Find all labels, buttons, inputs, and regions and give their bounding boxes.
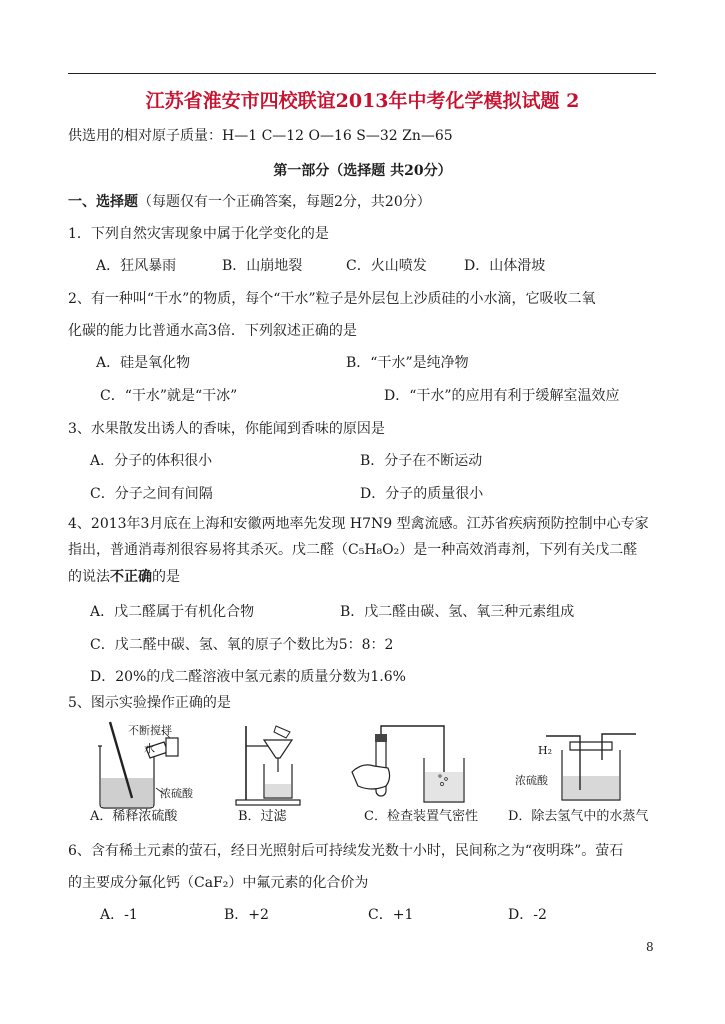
fig-a-label-water: 水 <box>144 742 155 755</box>
q5-stem: 5、图示实验操作正确的是 <box>68 695 231 711</box>
q3-option-d: D．分子的质量很小 <box>360 486 484 502</box>
section-label: 一、选择题 <box>68 194 138 210</box>
q2-stem-line2: 化碳的能力比普通水高3倍．下列叙述正确的是 <box>68 323 357 339</box>
fig-a-label-acid: 浓硫酸 <box>160 787 193 800</box>
section-heading <box>68 193 431 211</box>
q2-option-c: C．“干水”就是“干冰” <box>100 388 238 404</box>
q2-stem-line1: 2、有一种叫“干水”的物质，每个“干水”粒子是外层包上沙质硅的小水滴，它吸收二氧 <box>68 291 596 307</box>
q6-stem-line1: 6、含有稀土元素的萤石，经日光照射后可持续发光数十小时，民间称之为“夜明珠”。萤石 <box>68 843 624 859</box>
q4-option-a: A．戊二醛属于有机化合物 <box>90 604 255 620</box>
q4-stem-line2: 指出，普通消毒剂很容易将其杀灭。戊二醛（C₅H₈O₂）是一种高效消毒剂，下列有关戊二醛 <box>68 542 638 558</box>
q1-option-c: C．火山喷发 <box>346 258 427 274</box>
figure-filtration <box>234 722 304 806</box>
q6-option-c: C．+1 <box>368 907 414 923</box>
q4-stem-pre: 的说法 <box>68 569 110 585</box>
q5-option-b: B．过滤 <box>238 809 287 824</box>
q4-option-b: B．戊二醛由碳、氢、氧三种元素组成 <box>340 604 575 620</box>
q2-option-d: D．“干水”的应用有利于缓解室温效应 <box>384 388 620 404</box>
figure-airtightness <box>352 722 492 808</box>
q1-option-a: A．狂风暴雨 <box>96 258 177 274</box>
q3-option-a: A．分子的体积很小 <box>90 453 213 469</box>
q5-option-a: A．稀释浓硫酸 <box>90 809 178 824</box>
fig-d-label-acid: 浓硫酸 <box>515 774 548 787</box>
q3-option-b: B．分子在不断运动 <box>360 453 483 469</box>
q4-option-d: D．20%的戊二醛溶液中氢元素的质量分数为1.6% <box>90 669 406 685</box>
q1-option-d: D．山体滑坡 <box>464 258 546 274</box>
q6-option-a: A．-1 <box>100 907 138 923</box>
q2-option-b: B．“干水”是纯净物 <box>346 355 469 371</box>
fig-d-label-h2: H₂ <box>538 744 553 757</box>
q3-stem: 3、水果散发出诱人的香味，你能闻到香味的原因是 <box>68 421 385 437</box>
q5-option-c: C．检查装置气密性 <box>364 809 478 824</box>
q2-option-a: A．硅是氧化物 <box>96 355 191 371</box>
q4-stem-line1: 4、2013年3月底在上海和安徽两地率先发现 H7N9 型禽流感。江苏省疾病预防控制中心专家 <box>68 516 649 532</box>
q1-option-b: B．山崩地裂 <box>222 258 303 274</box>
q1-stem: 1．下列自然灾害现象中属于化学变化的是 <box>68 226 329 242</box>
q4-stem-line3 <box>68 568 180 586</box>
figure-drying-hydrogen <box>540 730 640 804</box>
fig-a-label-stir: 不断搅拌 <box>128 724 172 737</box>
q4-stem-post: 的是 <box>152 569 180 585</box>
q3-option-c: C．分子之间有间隔 <box>90 486 213 502</box>
q5-option-d: D．除去氢气中的水蒸气 <box>508 809 649 824</box>
page-number: 8 <box>646 940 654 954</box>
q6-option-d: D．-2 <box>508 907 547 923</box>
part1-heading: 第一部分（选择题 共20分） <box>273 163 452 179</box>
page-title: 江苏省淮安市四校联谊2013年中考化学模拟试题 2 <box>145 90 580 112</box>
q6-option-b: B．+2 <box>224 907 269 923</box>
q6-stem-line2: 的主要成分氟化钙（CaF₂）中氟元素的化合价为 <box>68 875 369 891</box>
section-note: （每题仅有一个正确答案，每题2分，共20分） <box>138 194 431 210</box>
atomic-masses: 供选用的相对原子质量：H—1 C—12 O—16 S—32 Zn—65 <box>68 128 453 144</box>
header-rule <box>68 73 656 74</box>
q4-option-c: C．戊二醛中碳、氢、氧的原子个数比为5：8：2 <box>90 637 394 653</box>
q4-stem-emphasis: 不正确 <box>110 569 152 585</box>
